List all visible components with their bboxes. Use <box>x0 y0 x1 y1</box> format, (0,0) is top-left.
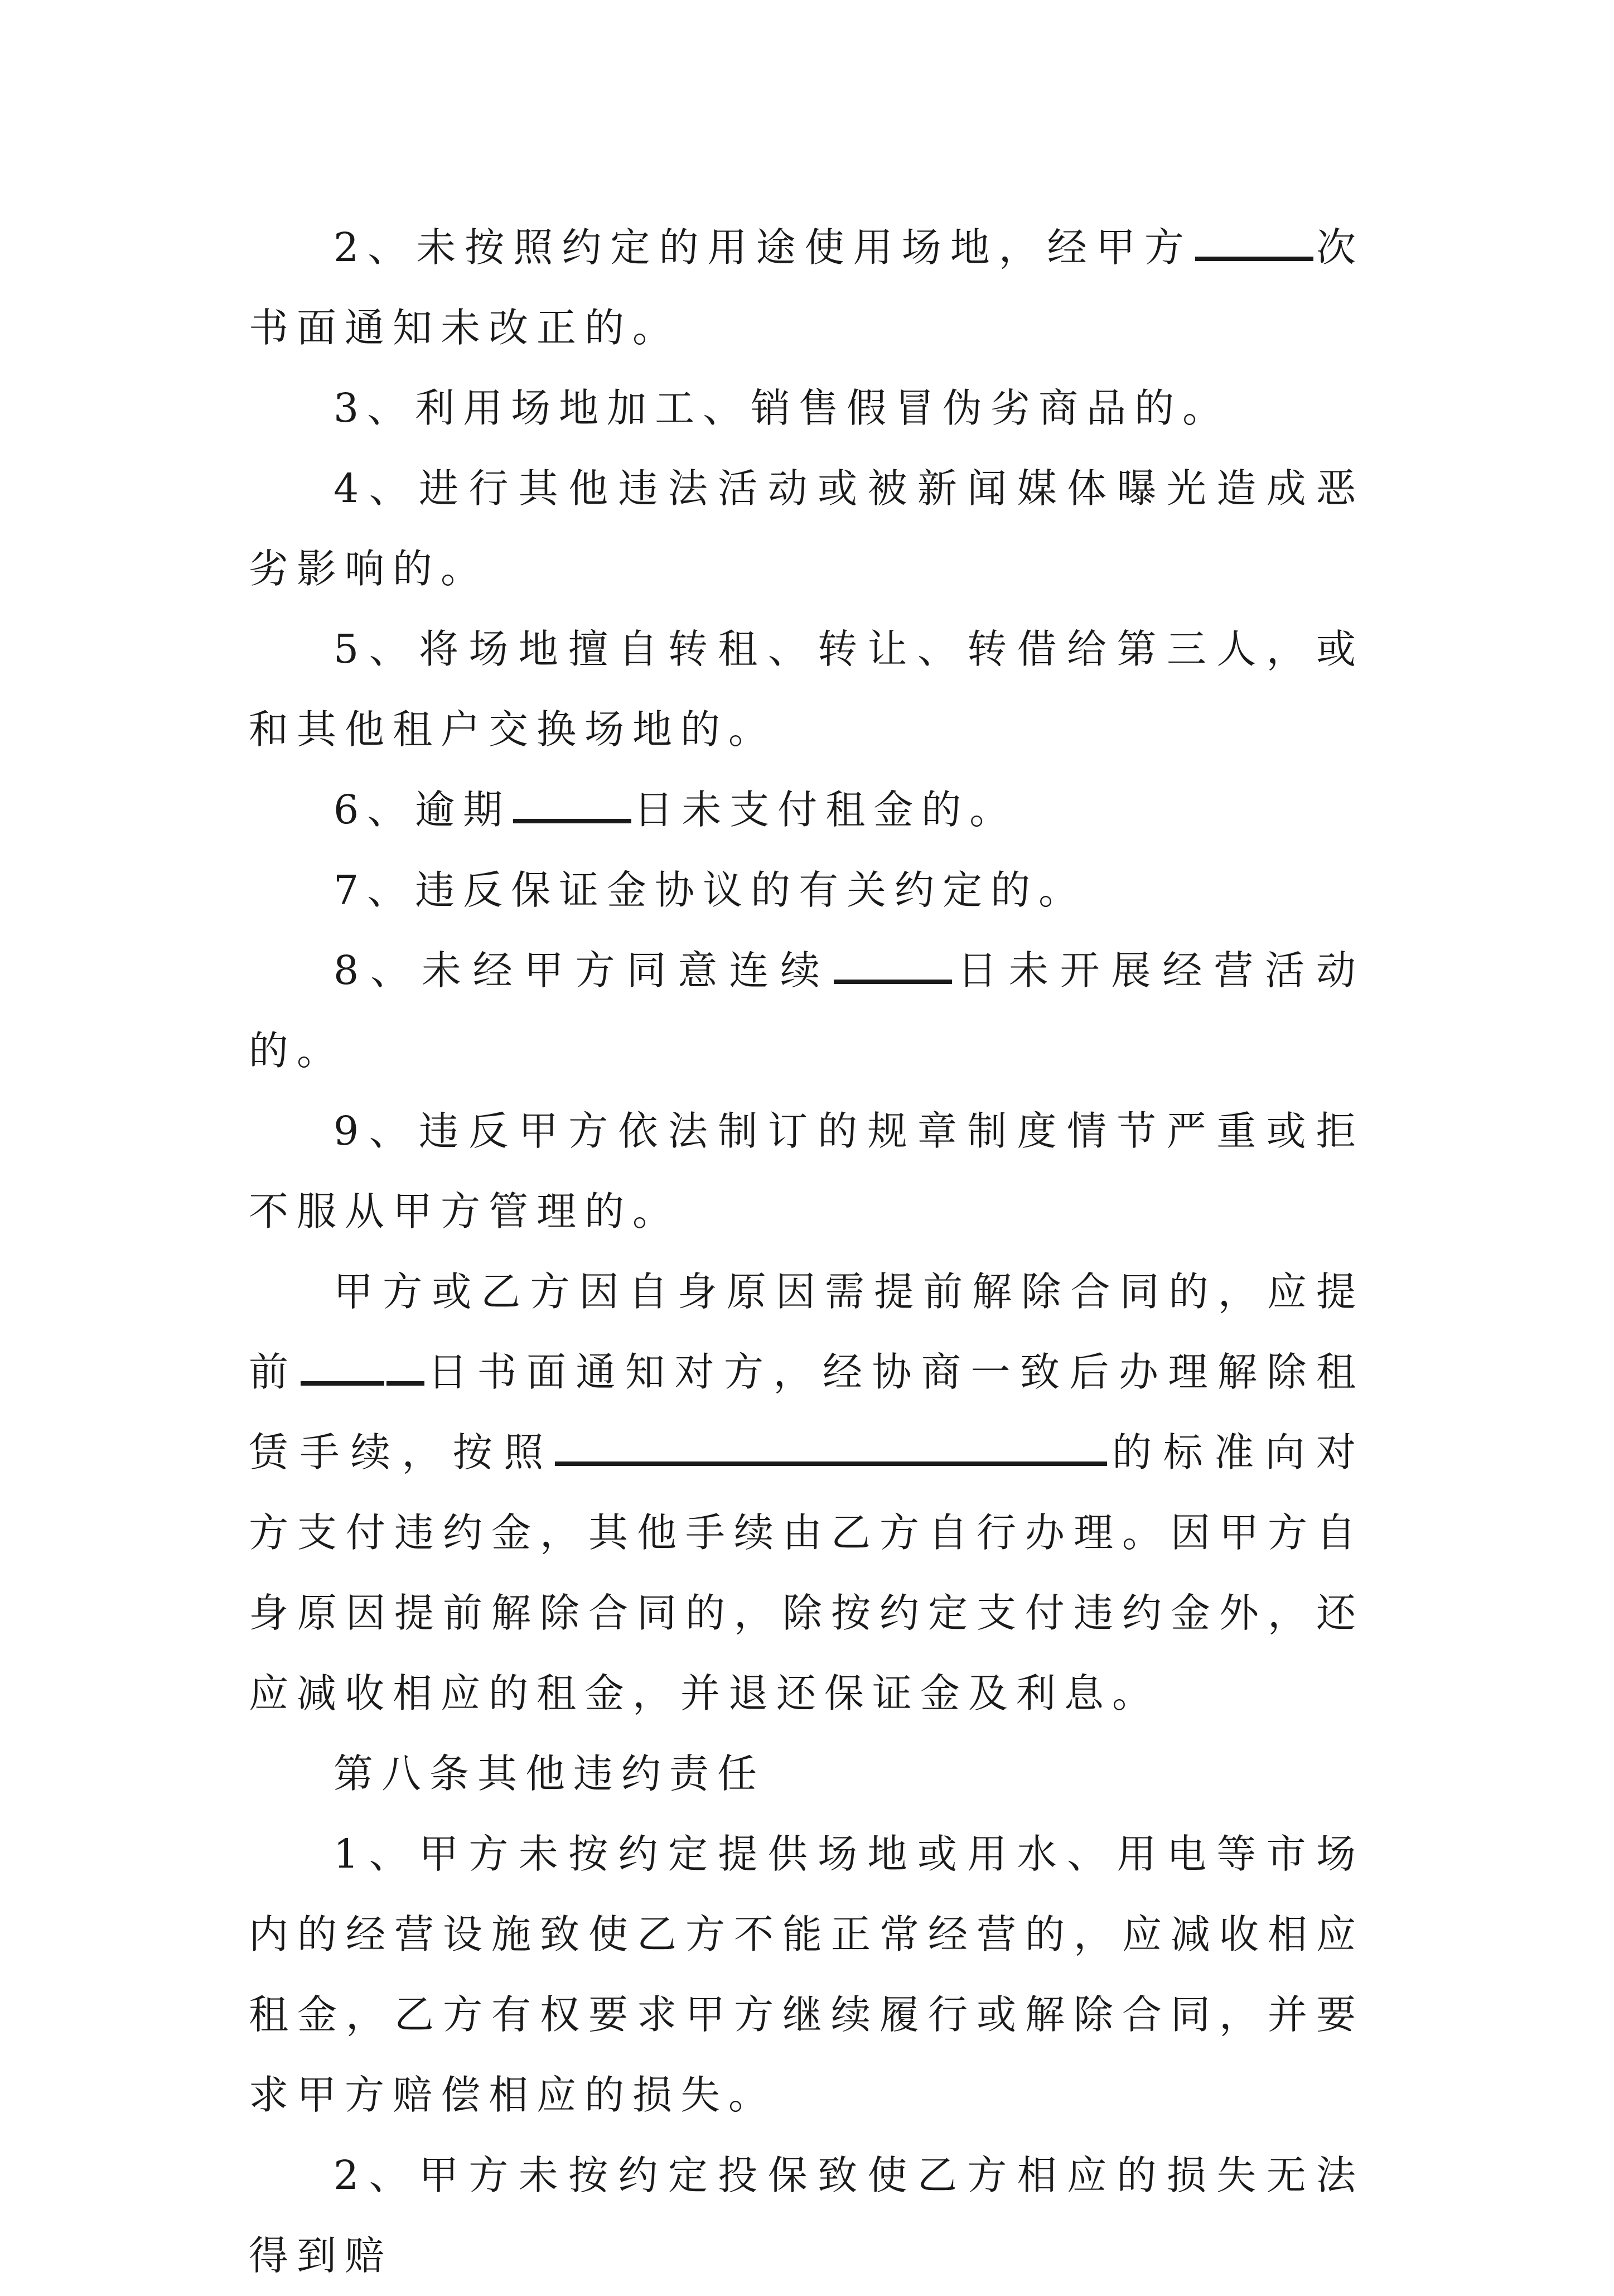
clause-2 <box>249 208 1364 368</box>
article-8-heading: 第八条其他违约责任 <box>334 1750 766 1797</box>
clause-8-text-before: 8、未经甲方同意连续 <box>334 947 832 993</box>
clause-6-text-before: 6、逾期 <box>334 787 511 833</box>
fill-in-blank <box>1195 224 1313 261</box>
clause-6 <box>249 770 1364 850</box>
clause-7: 7、违反保证金协议的有关约定的。 <box>334 867 1087 913</box>
termination-text-1: 甲方或乙方因自身原因需提前解除合同的，应提前 <box>249 1268 1364 1395</box>
clause-2-text-before: 2、未按照约定的用途使用场地，经甲方 <box>334 224 1193 271</box>
clause-3: 3、利用场地加工、销售假冒伪劣商品的。 <box>334 385 1231 431</box>
clause-4: 4、进行其他违法活动或被新闻媒体曝光造成恶劣影响的。 <box>249 465 1364 592</box>
article-8-clause-1: 1、甲方未按约定提供场地或用水、用电等市场内的经营设施致使乙方不能正常经营的，应减收相应租金，乙方有权要求甲方继续履行或解除合同，并要求甲方赔偿相应的损失。 <box>249 1831 1364 2118</box>
fill-in-blank <box>555 1429 1107 1466</box>
fill-in-blank <box>513 787 631 823</box>
document-body <box>249 208 1364 2296</box>
clause-5: 5、将场地擅自转租、转让、转借给第三人，或和其他租户交换场地的。 <box>249 626 1364 753</box>
clause-9: 9、违反甲方依法制订的规章制度情节严重或拒不服从甲方管理的。 <box>249 1108 1364 1234</box>
termination-text-2: 日书面通知对方，经协商一致后办理解除租赁手续，按照 <box>249 1349 1364 1475</box>
early-termination-paragraph <box>249 1252 1364 1734</box>
clause-2-text-after: 次书面通知未改正的。 <box>249 224 1364 351</box>
clause-6-text-after: 日未支付租金的。 <box>634 787 1018 833</box>
termination-text-3: 的标准向对方支付违约金，其他手续由乙方自行办理。因甲方自身原因提前解除合同的，除按约定支付违约金外，还应减收相应的租金，并退还保证金及利息。 <box>249 1429 1364 1716</box>
clause-8-text-after: 日未开展经营活动的。 <box>249 947 1364 1074</box>
fill-in-blank <box>834 947 952 984</box>
fill-in-blank <box>301 1349 384 1386</box>
clause-8 <box>249 930 1364 1091</box>
article-8-clause-2: 2、甲方未按约定投保致使乙方相应的损失无法得到赔 <box>249 2152 1364 2279</box>
fill-in-blank <box>386 1349 424 1386</box>
